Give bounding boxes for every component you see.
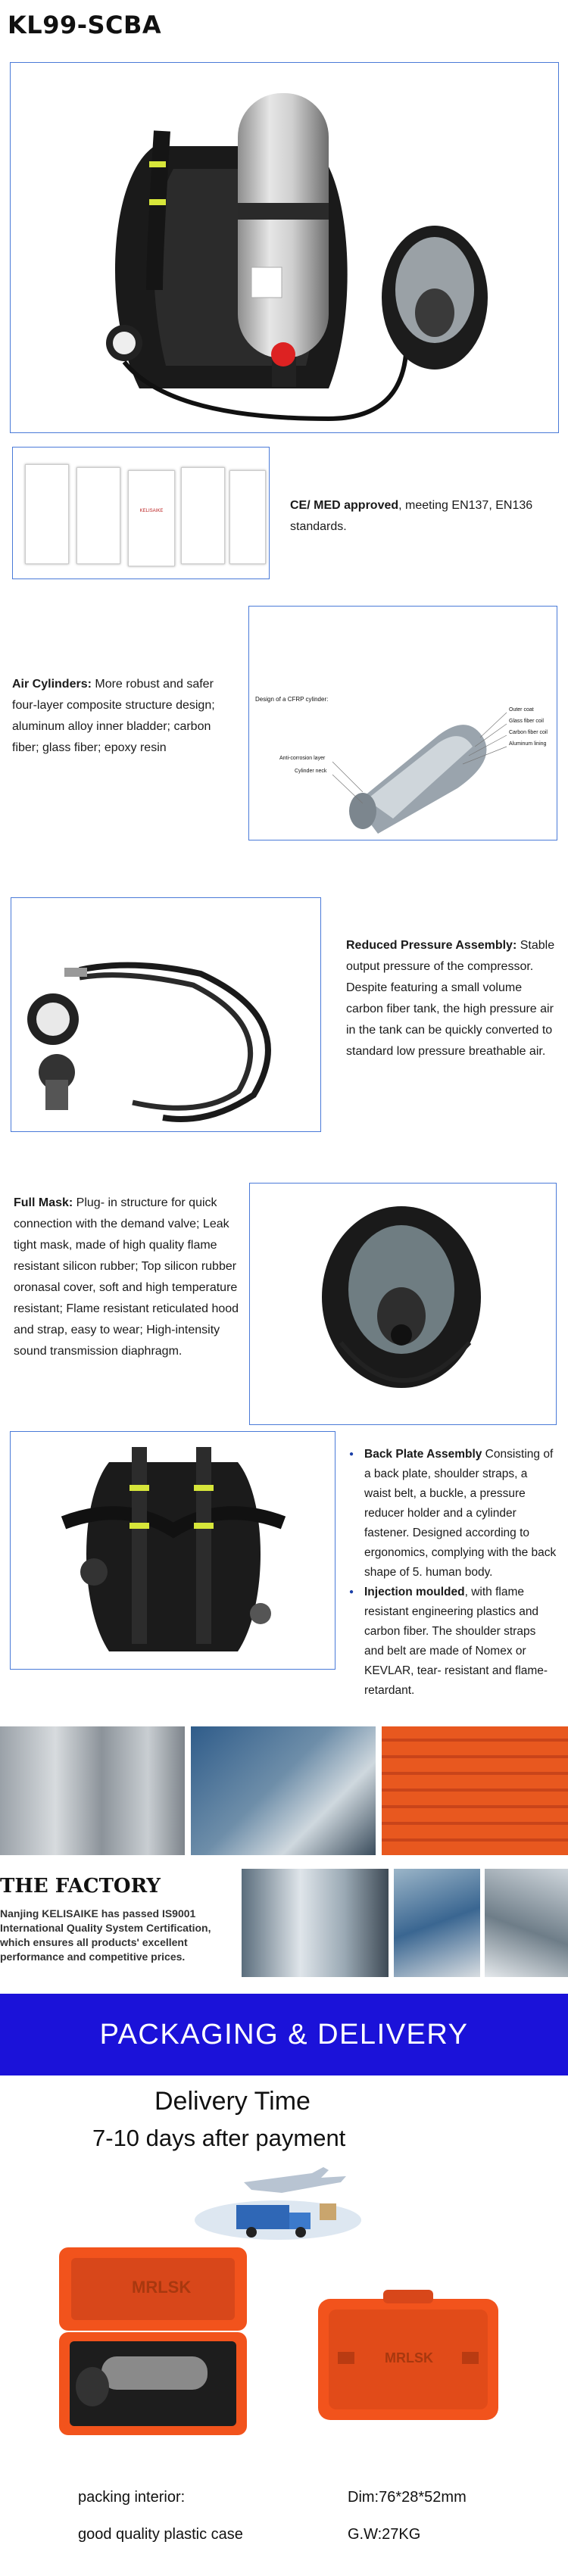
reduced-pressure-text	[346, 935, 557, 1062]
certificate-3	[128, 470, 175, 566]
case-brand-interior: MRLSK	[132, 2278, 192, 2297]
scba-product-image	[11, 63, 557, 432]
factory-photo-cylinders	[0, 1726, 185, 1855]
delivery-title: Delivery Time	[154, 2087, 311, 2116]
full-mask-body: Plug- in structure for quick connection with the demand valve; Leak tight mask, made of high quality flame resistant silicon rubber; Top silicon rubber oronasal cover, soft and high temperature resistant; Flame resistant reticulated hood and strap, easy to wear; High-intensity sound transmission diaphragm.	[14, 1196, 239, 1358]
factory-photo-assembly	[394, 1869, 480, 1977]
cylinder-diagram-title: Design of a CFRP cylinder:	[255, 696, 329, 703]
diagram-label-aluminum: Aluminum lining	[509, 741, 547, 747]
back-plate-list	[349, 1445, 557, 1701]
full-mask-image	[250, 1184, 555, 1424]
dimensions-label: Dim:76*28*52mm	[348, 2489, 467, 2506]
packing-interior-photo	[56, 2243, 250, 2440]
certificates-text	[290, 495, 555, 538]
certificate-1	[25, 464, 69, 564]
factory-text: Nanjing KELISAIKE has passed IS9001 International Quality System Certification, which ensures all products' excellent performance and competitive prices.	[0, 1907, 211, 1963]
list-item	[349, 1583, 557, 1701]
certificate-5	[229, 470, 266, 564]
delivery-text: 7-10 days after payment	[92, 2125, 346, 2151]
case-label: good quality plastic case	[78, 2526, 243, 2543]
plastic-case-photo	[315, 2284, 501, 2428]
injection-item-bold: Injection moulded	[364, 1586, 465, 1598]
air-cylinders-bold: Air Cylinders:	[12, 678, 92, 691]
factory-photo-workers	[191, 1726, 376, 1855]
back-plate-item-bold: Back Plate Assembly	[364, 1448, 482, 1461]
certificate-2	[76, 467, 120, 564]
reducer-assembly-image	[11, 898, 320, 1131]
cylinder-diagram-frame	[248, 606, 557, 840]
certificate-badge: KELISAIKE	[139, 509, 164, 513]
diagram-label-glass-fiber: Glass fiber coil	[509, 719, 544, 724]
diagram-label-carbon-fiber: Carbon fiber coil	[509, 730, 548, 735]
full-mask-bold: Full Mask:	[14, 1196, 73, 1209]
backplate-image-frame	[10, 1431, 335, 1670]
diagram-label-neck: Cylinder neck	[295, 769, 327, 774]
page-title: KL99-SCBA	[8, 11, 162, 39]
certificates-body: , meeting EN137, EN136 standards.	[290, 499, 533, 533]
certificates-bold: CE/ MED approved	[290, 499, 399, 512]
certificate-4	[181, 467, 225, 564]
factory-title: THE FACTORY	[0, 1875, 161, 1898]
diagram-label-outer-coat: Outer coat	[509, 707, 534, 713]
interior-label: packing interior:	[78, 2489, 186, 2506]
back-plate-image	[11, 1432, 334, 1668]
air-cylinders-body: More robust and safer four-layer composite structure design; aluminum alloy inner bladder; carbon fiber; glass fiber; epoxy resin	[12, 678, 215, 754]
air-cylinders-text	[12, 674, 239, 759]
gross-weight-label: G.W:27KG	[348, 2526, 421, 2543]
packaging-banner-text: PACKAGING & DELIVERY	[99, 2019, 469, 2051]
factory-photo-cases	[382, 1726, 568, 1855]
diagram-label-anticorrosion: Anti-corrosion layer	[279, 756, 326, 761]
full-mask-text	[14, 1193, 242, 1362]
reduced-pressure-body: Stable output pressure of the compressor. Despite featuring a small volume carbon fiber tank, the high pressure air in the tank can be quickly converted to standard low pressure breathable air.	[346, 939, 555, 1058]
injection-item-body: , with flame resistant engineering plastics and carbon fiber. The shoulder straps and belt are made of Nomex or KEVLAR, tear- resistant and flame-retardant.	[364, 1586, 548, 1697]
mask-image-frame	[249, 1183, 557, 1425]
factory-photo-line	[242, 1869, 389, 1977]
reducer-image-frame	[11, 897, 321, 1132]
reduced-pressure-bold: Reduced Pressure Assembly:	[346, 939, 517, 952]
case-brand-exterior: MRLSK	[385, 2350, 433, 2365]
hero-image-frame	[10, 62, 559, 433]
list-item	[349, 1445, 557, 1583]
back-plate-item-body: Consisting of a back plate, shoulder straps, a waist belt, a buckle, a pressure reducer holder and a cylinder fastener. Designed according to ergonomics, complying with the back shape of 5. human body.	[364, 1448, 557, 1579]
logistics-illustration	[191, 2160, 365, 2243]
factory-photo-inspection	[485, 1869, 568, 1977]
certificates-image-frame	[12, 447, 270, 579]
